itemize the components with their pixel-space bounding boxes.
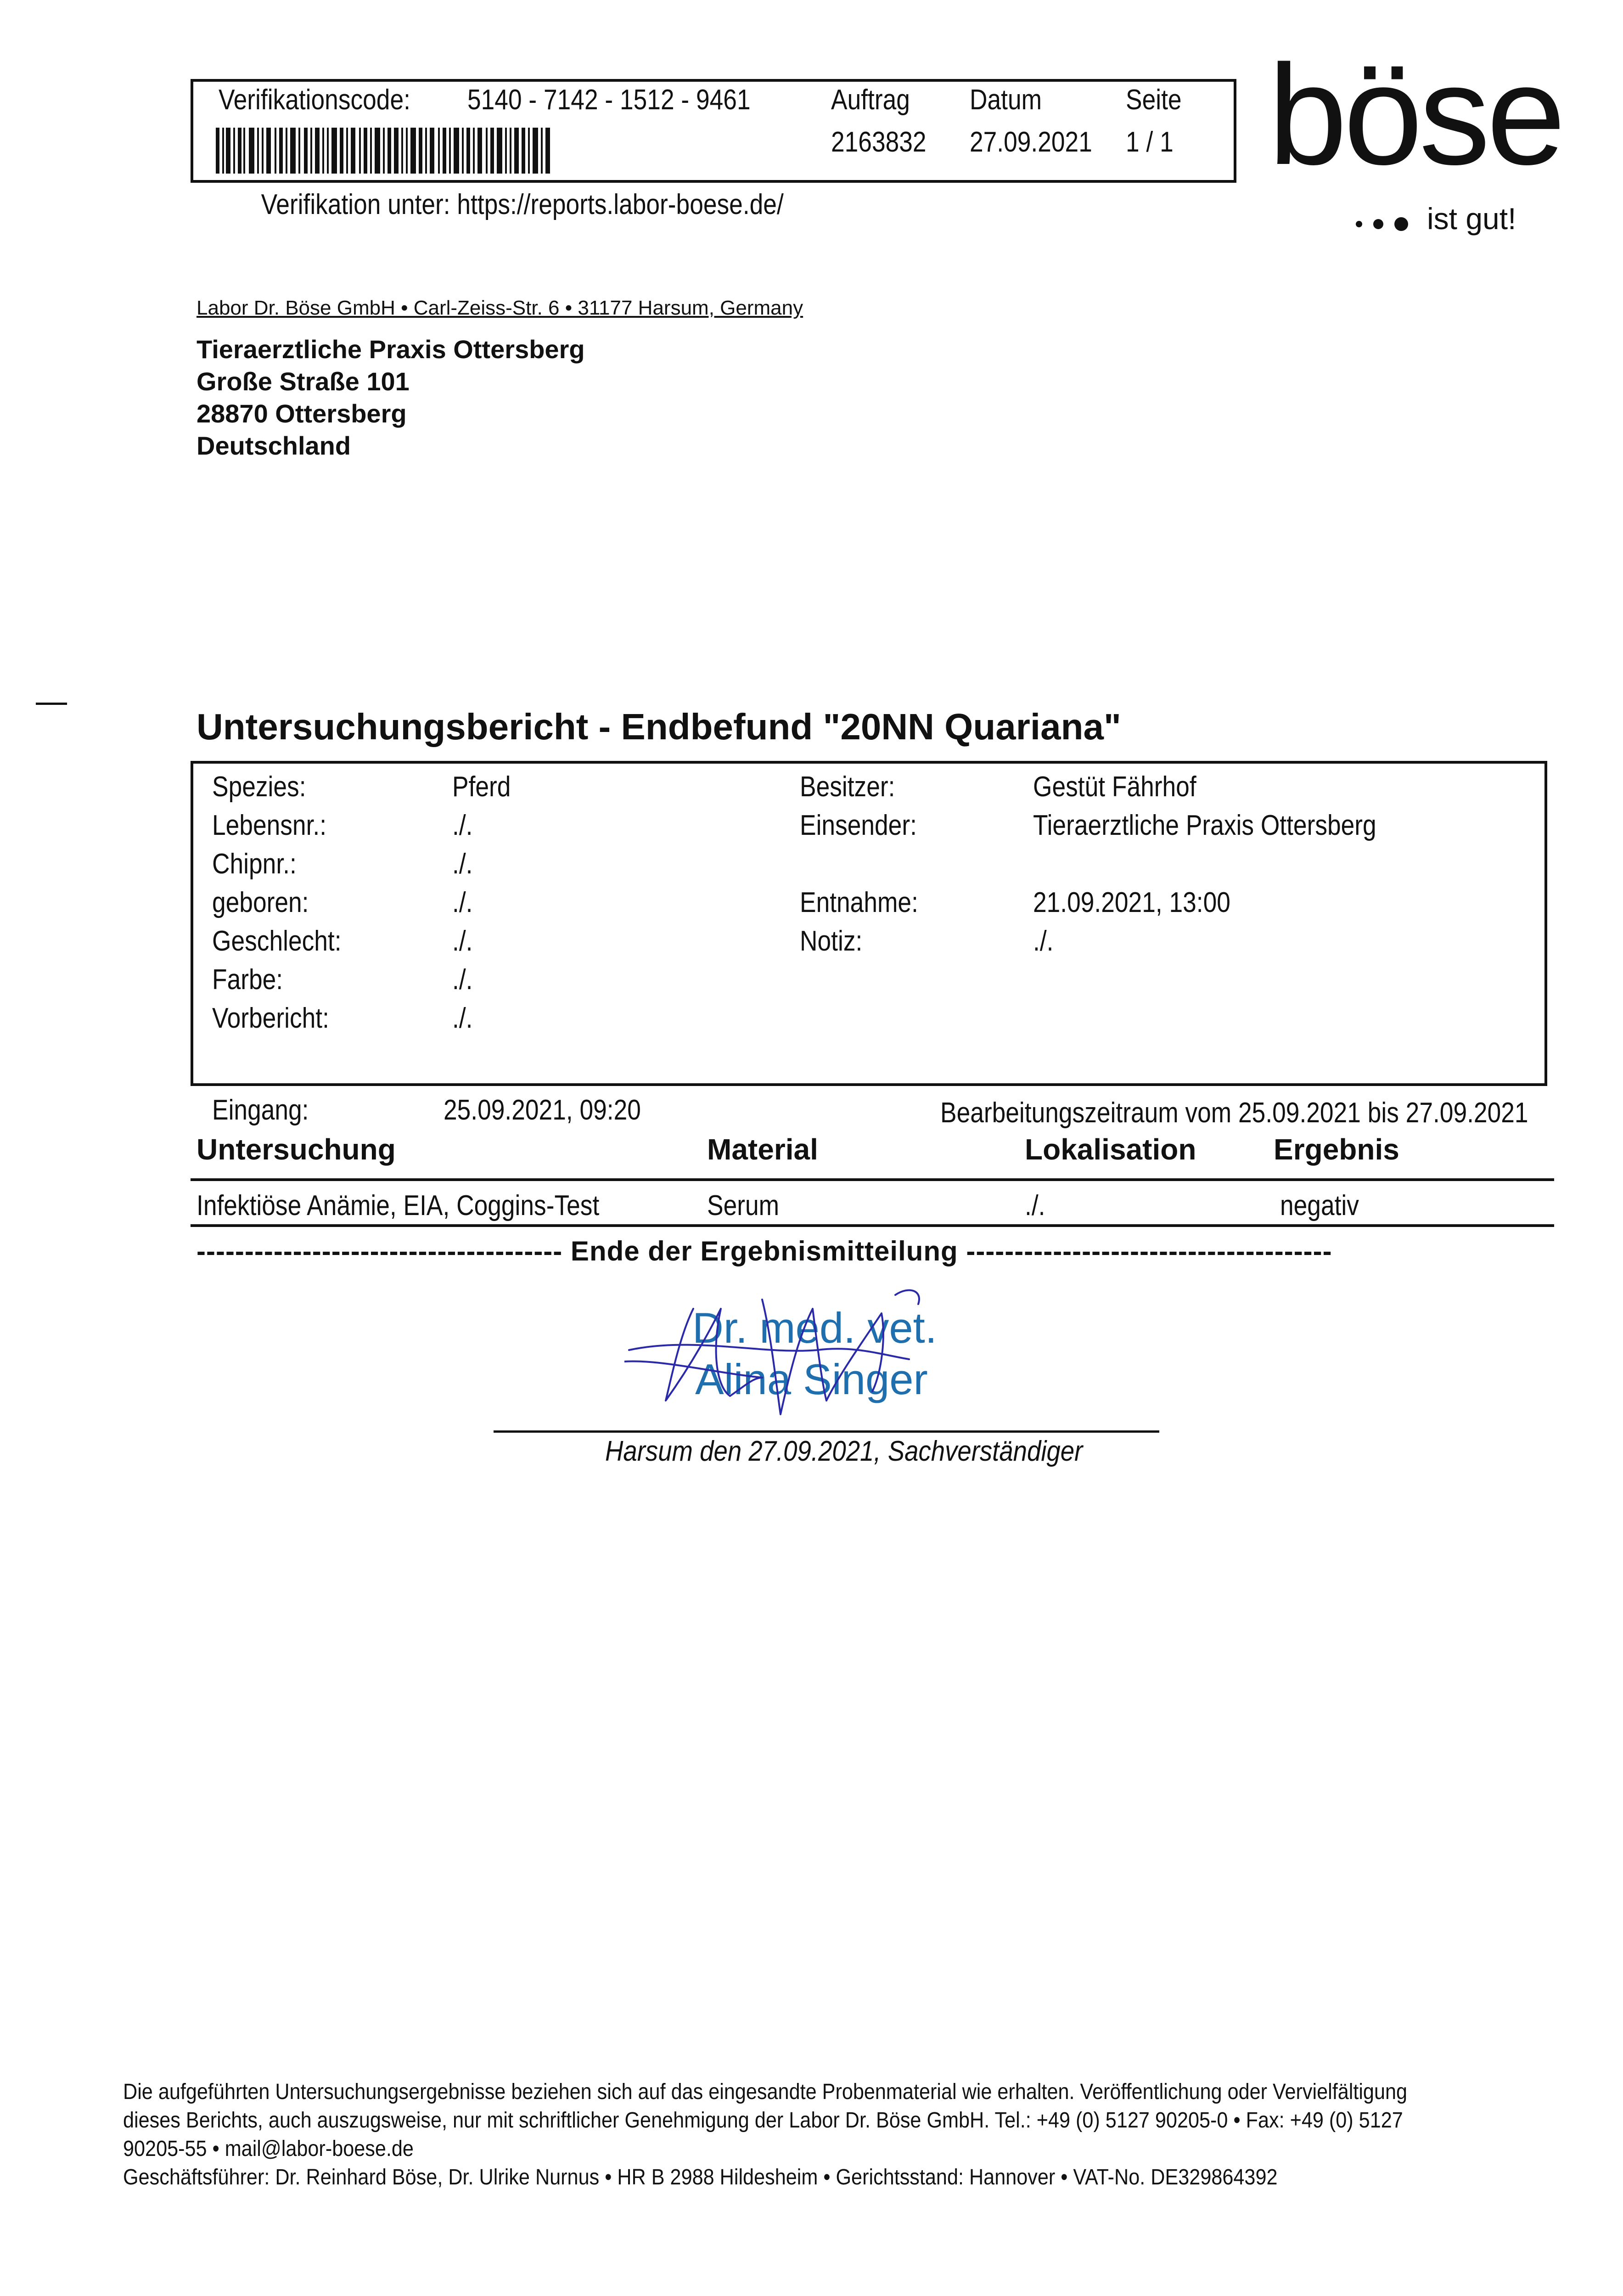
end-of-results-line: -------------------------------------- Ende der Ergebnismitteilung -------------------------------------- <box>197 1236 1332 1266</box>
date-label: Datum <box>970 84 1042 116</box>
history-label: Vorbericht: <box>212 1002 329 1034</box>
footer-contact-line: 90205-55 • mail@labor-boese.de <box>123 2137 414 2161</box>
note-value: ./. <box>1033 925 1054 957</box>
column-header-examination: Untersuchung <box>197 1133 396 1166</box>
signature-caption: Harsum den 27.09.2021, Sachverständiger <box>605 1435 1083 1467</box>
recipient-street: Große Straße 101 <box>197 367 410 396</box>
localisation-cell: ./. <box>1025 1190 1045 1221</box>
owner-label: Besitzer: <box>800 771 895 803</box>
processing-period: Bearbeitungszeitraum vom 25.09.2021 bis 27.09.2021 <box>940 1097 1528 1129</box>
receipt-value: 25.09.2021, 09:20 <box>444 1094 641 1126</box>
examination-cell: Infektiöse Anämie, EIA, Coggins-Test <box>197 1190 600 1221</box>
submitter-value: Tieraerztliche Praxis Ottersberg <box>1033 810 1376 841</box>
logo-dots-icon <box>1354 214 1414 232</box>
species-label: Spezies: <box>212 771 306 803</box>
table-header-rule <box>191 1178 1554 1181</box>
page-label: Seite <box>1126 84 1182 116</box>
recipient-country: Deutschland <box>197 431 351 460</box>
receipt-label: Eingang: <box>212 1094 309 1126</box>
color-label: Farbe: <box>212 964 283 996</box>
footer-disclaimer-line-2: dieses Berichts, auch auszugsweise, nur mit schriftlicher Genehmigung der Labor Dr. Böse GmbH. Tel.: +49 (0) 5127 90205-0 • Fax: +49 (0) 5127 <box>123 2108 1403 2133</box>
material-cell: Serum <box>707 1190 780 1221</box>
chip-number-label: Chipnr.: <box>212 848 297 880</box>
born-value: ./. <box>452 887 473 918</box>
column-header-material: Material <box>707 1133 818 1166</box>
date-value: 27.09.2021 <box>970 126 1092 158</box>
sampling-label: Entnahme: <box>800 887 918 918</box>
sender-return-address: Labor Dr. Böse GmbH • Carl-Zeiss-Str. 6 • 31177 Harsum, Germany <box>197 297 803 319</box>
history-value: ./. <box>452 1002 473 1034</box>
chip-number-value: ./. <box>452 848 473 880</box>
logo-tagline: ist gut! <box>1427 202 1516 236</box>
color-value: ./. <box>452 964 473 996</box>
stamp-name: Alina Singer <box>695 1355 928 1403</box>
stamp-title: Dr. med. vet. <box>692 1304 937 1352</box>
company-logo: böse <box>1268 35 1562 194</box>
handwritten-signature <box>624 1281 955 1442</box>
recipient-city: 28870 Ottersberg <box>197 399 407 428</box>
note-label: Notiz: <box>800 925 863 957</box>
footer-company-line: Geschäftsführer: Dr. Reinhard Böse, Dr. Ulrike Nurnus • HR B 2988 Hildesheim • Gerichtsstand: Hannover • VAT-No. DE329864392 <box>123 2165 1278 2189</box>
footer-disclaimer-line-1: Die aufgeführten Untersuchungsergebnisse beziehen sich auf das eingesandte Probenmaterial wie erhalten. Veröffentlichung oder Vervielfältigung <box>123 2080 1408 2104</box>
table-bottom-rule <box>191 1224 1554 1227</box>
sampling-value: 21.09.2021, 13:00 <box>1033 887 1230 918</box>
owner-value: Gestüt Fährhof <box>1033 771 1196 803</box>
column-header-localisation: Lokalisation <box>1025 1133 1196 1166</box>
verification-code-value: 5140 - 7142 - 1512 - 9461 <box>467 84 751 116</box>
verification-url: Verifikation unter: https://reports.labor-boese.de/ <box>261 189 784 220</box>
sex-label: Geschlecht: <box>212 925 342 957</box>
signature-line <box>494 1430 1159 1433</box>
column-header-result: Ergebnis <box>1274 1133 1399 1166</box>
submitter-label: Einsender: <box>800 810 917 841</box>
barcode <box>216 128 552 174</box>
result-cell: negativ <box>1280 1190 1359 1221</box>
report-title: Untersuchungsbericht - Endbefund "20NN Quariana" <box>197 706 1121 747</box>
page-value: 1 / 1 <box>1126 126 1174 158</box>
life-number-value: ./. <box>452 810 473 841</box>
recipient-name: Tieraerztliche Praxis Ottersberg <box>197 335 585 364</box>
order-label: Auftrag <box>831 84 910 116</box>
species-value: Pferd <box>452 771 511 803</box>
verification-code-label: Verifikationscode: <box>219 84 410 116</box>
life-number-label: Lebensnr.: <box>212 810 327 841</box>
fold-mark <box>36 703 67 705</box>
order-value: 2163832 <box>831 126 927 158</box>
sex-value: ./. <box>452 925 473 957</box>
born-label: geboren: <box>212 887 309 918</box>
